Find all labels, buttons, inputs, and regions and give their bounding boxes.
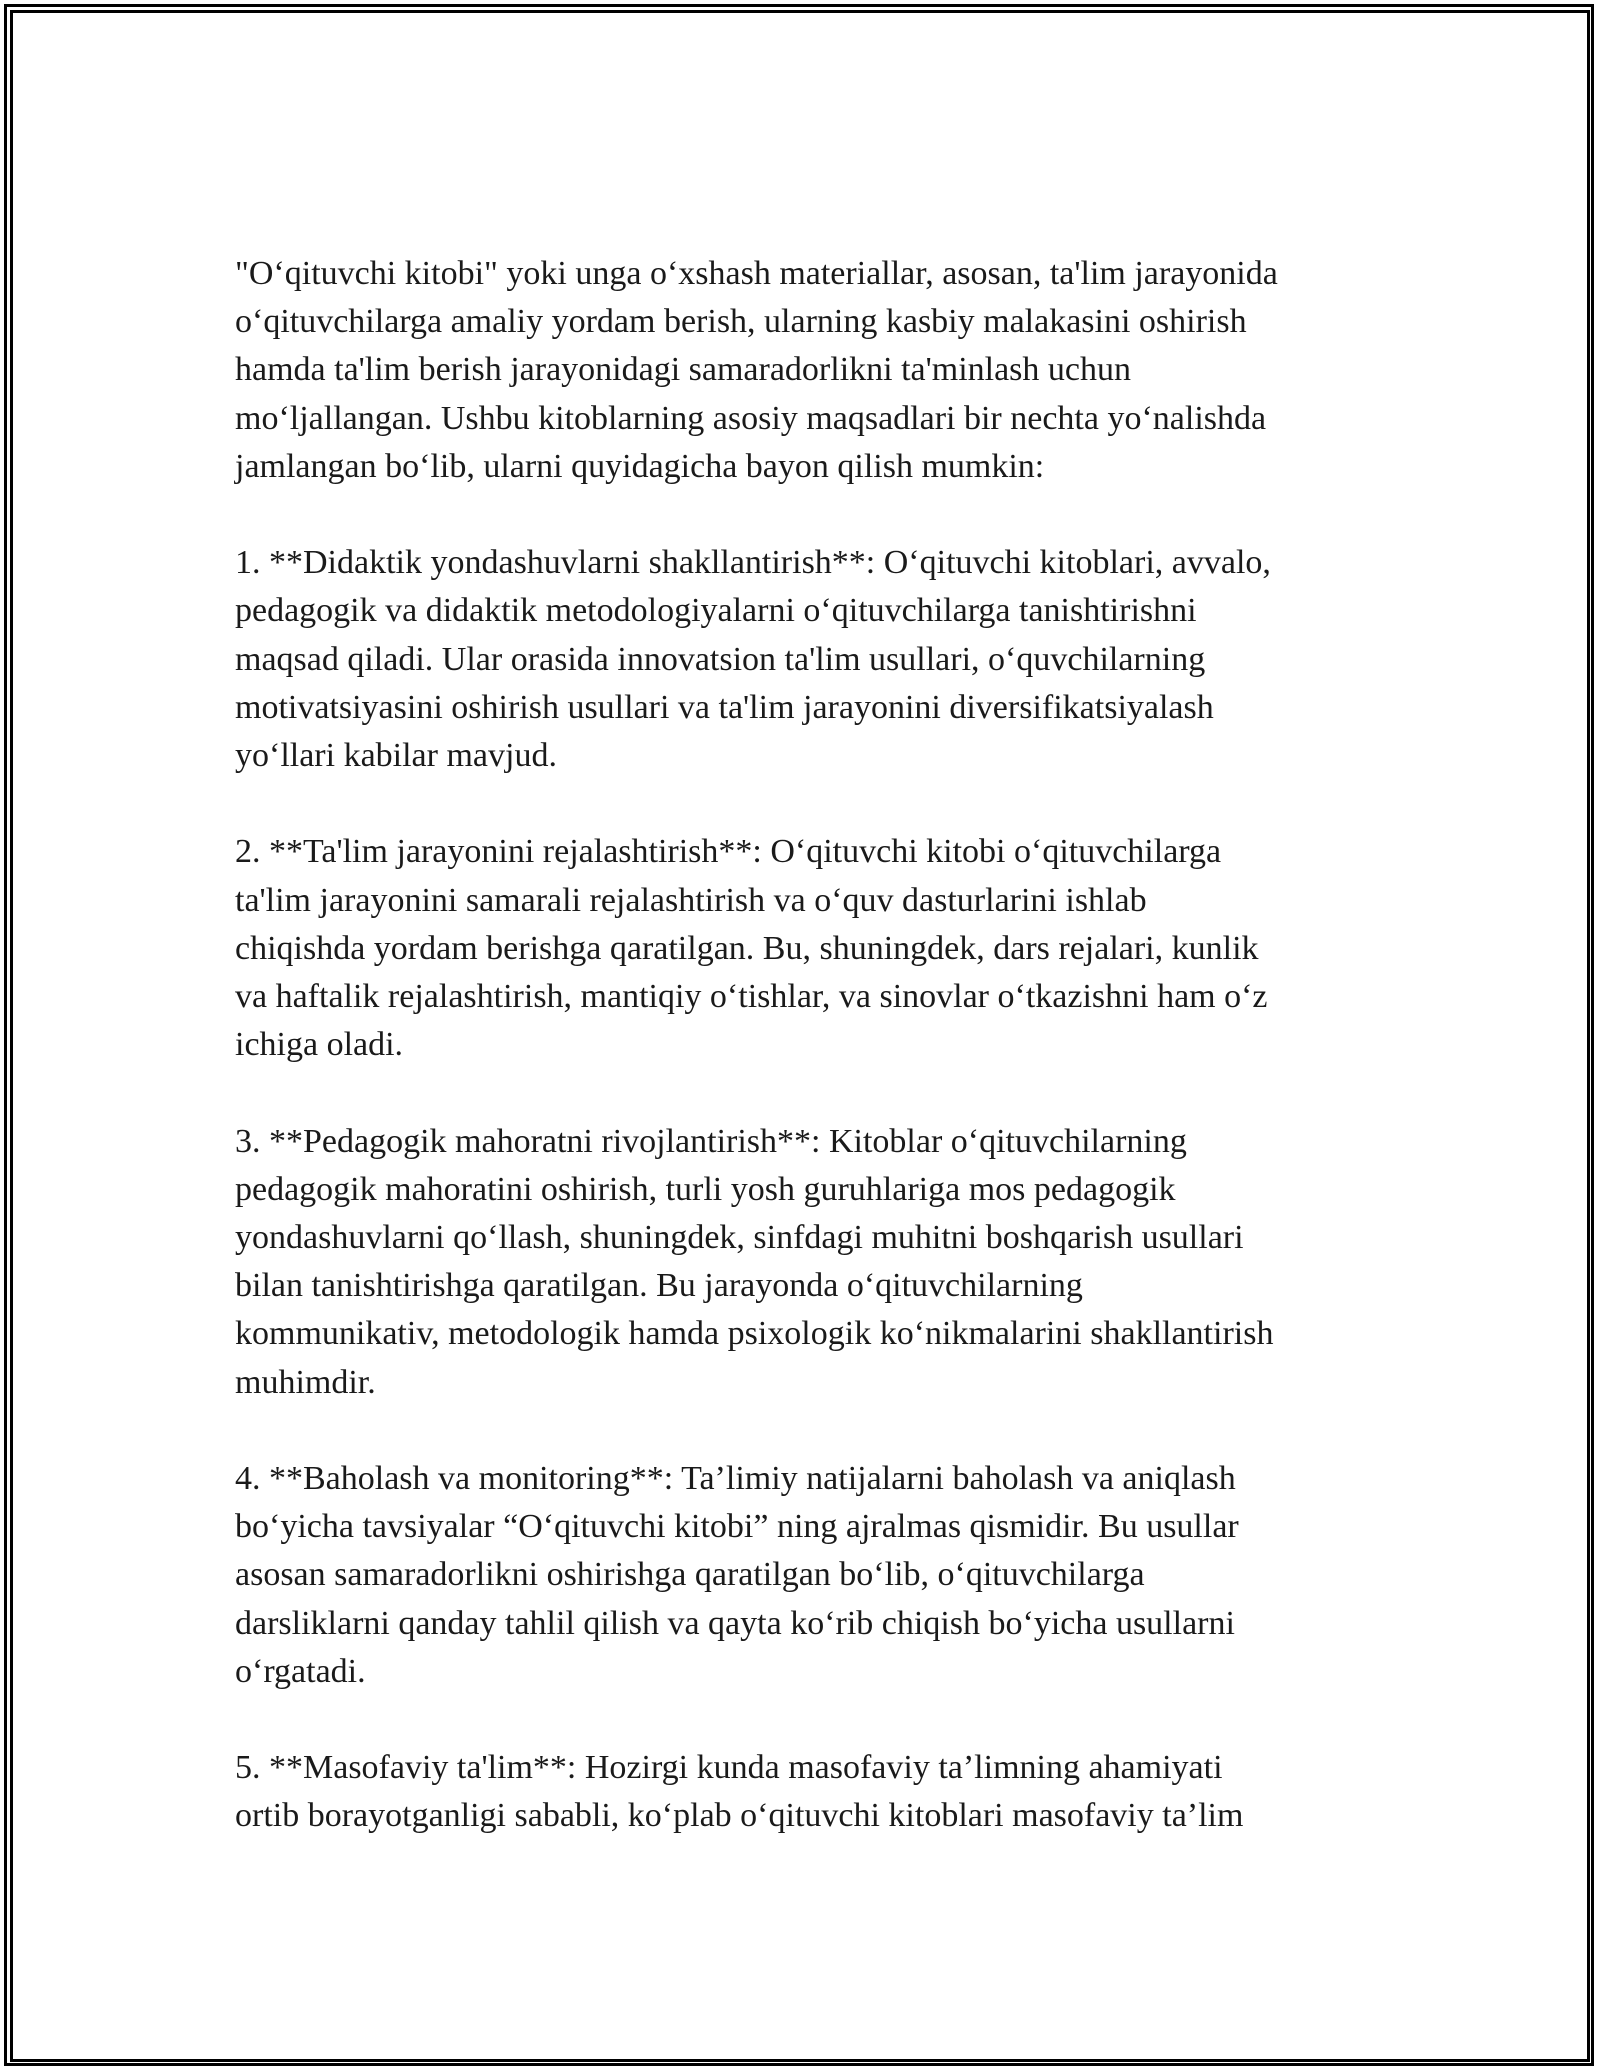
text-line: ichiga oladi.: [235, 1026, 404, 1064]
text-line: 4. **Baholash va monitoring**: Ta’limiy natijalarni baholash va aniqlash: [235, 1460, 1236, 1498]
text-line: va haftalik rejalashtirish, mantiqiy o‘tishlar, va sinovlar o‘tkazishni ham o‘z: [235, 978, 1268, 1016]
paragraph-item-3: [235, 1118, 1370, 1407]
text-line: ta'lim jarayonini samarali rejalashtirish va o‘quv dasturlarini ishlab: [235, 881, 1147, 919]
text-line: hamda ta'lim berish jarayonidagi samaradorlikni ta'minlash uchun: [235, 351, 1132, 389]
text-line: bo‘yicha tavsiyalar “O‘qituvchi kitobi” ning ajralmas qismidir. Bu usullar: [235, 1508, 1239, 1546]
text-line: kommunikativ, metodologik hamda psixologik ko‘nikmalarini shakllantirish: [235, 1315, 1274, 1353]
text-line: 3. **Pedagogik mahoratni rivojlantirish**: Kitoblar o‘qituvchilarning: [235, 1122, 1187, 1160]
text-line: o‘qituvchilarga amaliy yordam berish, ularning kasbiy malakasini oshirish: [235, 303, 1247, 341]
text-line: darsliklarni qanday tahlil qilish va qayta ko‘rib chiqish bo‘yicha usullarni: [235, 1604, 1235, 1642]
text-line: maqsad qiladi. Ular orasida innovatsion ta'lim usullari, o‘quvchilarning: [235, 640, 1206, 678]
paragraph-item-5: [235, 1744, 1370, 1840]
text-line: 5. **Masofaviy ta'lim**: Hozirgi kunda masofaviy ta’limning ahamiyati: [235, 1749, 1223, 1787]
paragraph-item-2: [235, 828, 1370, 1069]
paragraph-item-4: [235, 1455, 1370, 1696]
text-line: pedagogik mahoratini oshirish, turli yosh guruhlariga mos pedagogik: [235, 1170, 1176, 1208]
text-line: "O‘qituvchi kitobi" yoki unga o‘xshash materiallar, asosan, ta'lim jarayonida: [235, 255, 1278, 292]
document-body: [235, 250, 1370, 1889]
paragraph-intro: [235, 250, 1370, 491]
paragraph-item-1: [235, 539, 1370, 780]
text-line: o‘rgatadi.: [235, 1652, 366, 1690]
text-line: 1. **Didaktik yondashuvlarni shakllantirish**: O‘qituvchi kitoblari, avvalo,: [235, 544, 1271, 582]
text-line: jamlangan bo‘lib, ularni quyidagicha bayon qilish mumkin:: [235, 447, 1045, 485]
text-line: pedagogik va didaktik metodologiyalarni o‘qituvchilarga tanishtirishni: [235, 592, 1197, 630]
text-line: chiqishda yordam berishga qaratilgan. Bu, shuningdek, dars rejalari, kunlik: [235, 929, 1259, 967]
text-line: mo‘ljallangan. Ushbu kitoblarning asosiy maqsadlari bir nechta yo‘nalishda: [235, 399, 1267, 437]
text-line: motivatsiyasini oshirish usullari va ta'lim jarayonini diversifikatsiyalash: [235, 688, 1214, 726]
text-line: yondashuvlarni qo‘llash, shuningdek, sinfdagi muhitni boshqarish usullari: [235, 1219, 1244, 1257]
text-line: bilan tanishtirishga qaratilgan. Bu jarayonda o‘qituvchilarning: [235, 1267, 1083, 1305]
text-line: 2. **Ta'lim jarayonini rejalashtirish**: O‘qituvchi kitobi o‘qituvchilarga: [235, 833, 1222, 871]
text-line: asosan samaradorlikni oshirishga qaratilgan bo‘lib, o‘qituvchilarga: [235, 1556, 1145, 1594]
text-line: muhimdir.: [235, 1363, 376, 1401]
text-line: yo‘llari kabilar mavjud.: [235, 737, 557, 775]
text-line: ortib borayotganligi sababli, ko‘plab o‘qituvchi kitoblari masofaviy ta’lim: [235, 1797, 1244, 1835]
